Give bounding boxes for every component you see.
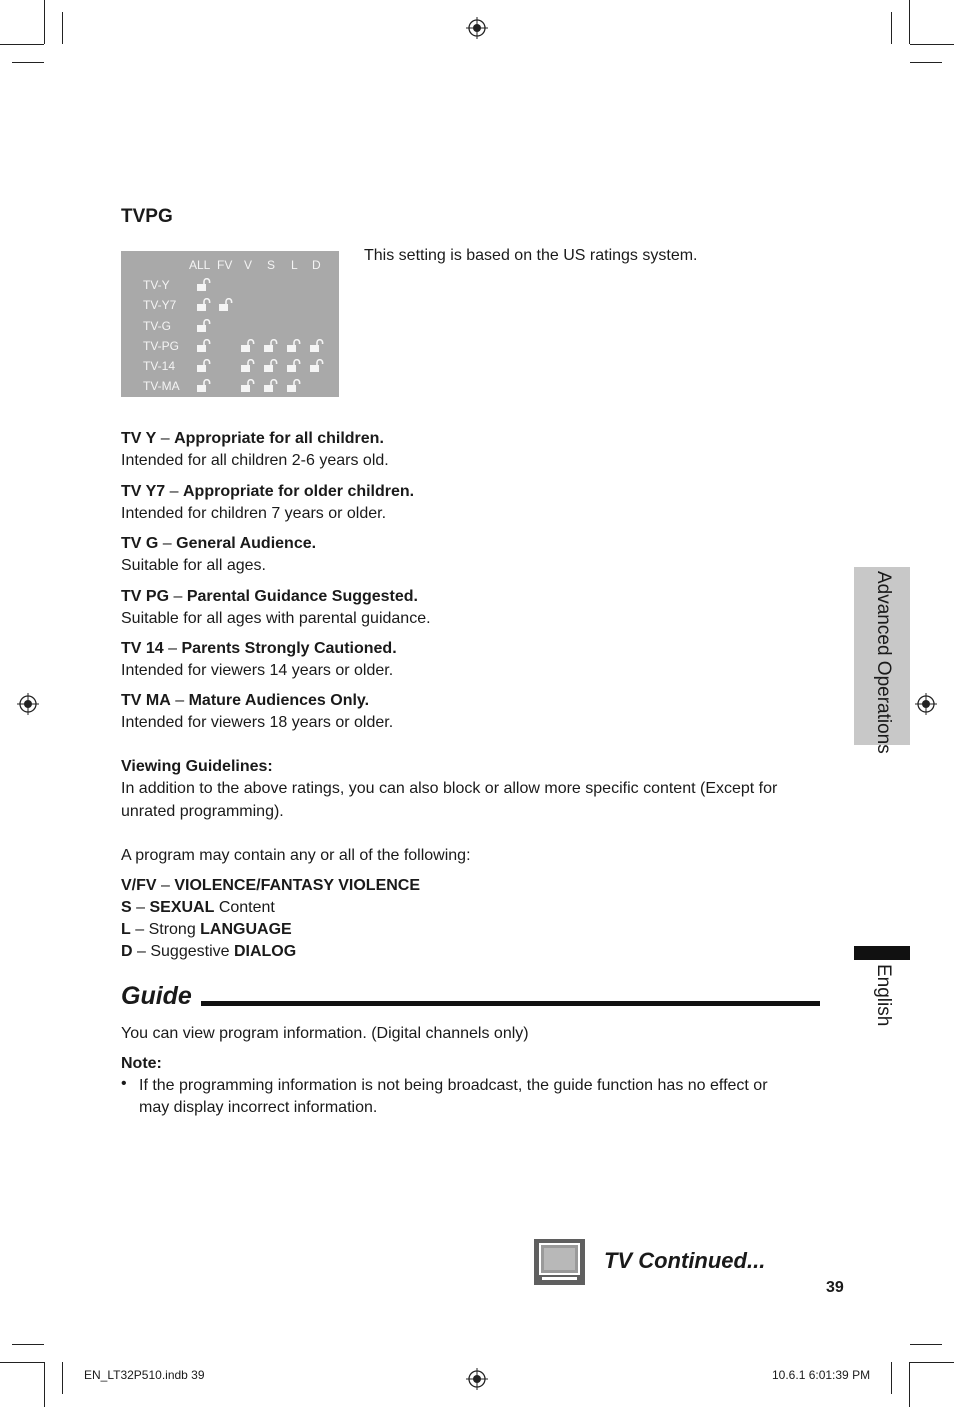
lock-icon [196, 379, 212, 393]
crop-mark [0, 1362, 44, 1363]
date-slug: 10.6.1 6:01:39 PM [772, 1368, 871, 1382]
lock-icon [196, 339, 212, 353]
section-tab [854, 567, 910, 754]
continued-label: TV Continued... [604, 1248, 766, 1273]
lock-icon [240, 359, 256, 373]
lock-icon [263, 379, 279, 393]
rating-desc: Suitable for all ages. [121, 557, 266, 574]
crop-mark [910, 62, 942, 63]
rating-heading: TV Y – Appropriate for all children. [121, 430, 384, 447]
rating-heading: TV PG – Parental Guidance Suggested. [121, 588, 418, 605]
registration-mark-icon [17, 693, 39, 715]
crop-mark [891, 12, 892, 44]
column-header: L [291, 258, 298, 272]
rating-table [121, 251, 339, 397]
page-title: TVPG [121, 206, 173, 227]
guide-desc: You can view program information. (Digital channels only) [121, 1025, 529, 1042]
column-header: S [267, 258, 276, 272]
crop-mark [12, 62, 44, 63]
column-header: ALL [189, 258, 211, 272]
file-slug: EN_LT32P510.indb 39 [84, 1368, 205, 1382]
registration-mark-icon [466, 17, 488, 39]
language-tab-label: English [873, 964, 894, 1027]
language-tab-bar [854, 946, 910, 960]
rating-desc: Intended for children 7 years or older. [121, 505, 387, 522]
rating-desc: Intended for viewers 18 years or older. [121, 714, 394, 731]
intro-text: This setting is based on the US ratings system. [364, 247, 698, 264]
bullet: • [121, 1075, 127, 1092]
crop-mark [910, 1362, 954, 1363]
crop-mark [0, 44, 44, 45]
guide-title: Guide [121, 982, 192, 1010]
rating-desc: Suitable for all ages with parental guidance. [121, 610, 431, 627]
content-item: D – Suggestive DIALOG [121, 943, 297, 960]
crop-mark [44, 0, 45, 44]
crop-mark [909, 0, 910, 44]
lock-icon [218, 298, 234, 312]
lock-icon [240, 379, 256, 393]
guidelines-title: Viewing Guidelines: [121, 758, 273, 775]
lock-icon [286, 379, 302, 393]
column-header: D [312, 258, 321, 272]
tv-icon [534, 1239, 585, 1285]
lock-icon [196, 359, 212, 373]
page-number: 39 [826, 1279, 844, 1296]
guidelines-text: In addition to the above ratings, you can also block or allow more specific content (Except for [121, 780, 778, 797]
crop-mark [891, 1362, 892, 1394]
lock-icon [286, 339, 302, 353]
rating-desc: Intended for viewers 14 years or older. [121, 662, 394, 679]
crop-mark [909, 1362, 910, 1407]
lock-icon [309, 339, 325, 353]
section-tab-label: Advanced Operations [873, 571, 894, 754]
note-text: may display incorrect information. [139, 1099, 378, 1116]
content-item: L – Strong LANGUAGE [121, 921, 292, 938]
rating-desc: Intended for all children 2-6 years old. [121, 452, 389, 469]
note-label: Note: [121, 1055, 162, 1072]
column-header: FV [217, 258, 233, 272]
lock-icon [286, 359, 302, 373]
row-label: TV-MA [143, 379, 180, 393]
note-text: If the programming information is not being broadcast, the guide function has no effect or [139, 1077, 768, 1094]
lock-icon [263, 359, 279, 373]
lock-icon [263, 339, 279, 353]
rating-heading: TV Y7 – Appropriate for older children. [121, 483, 415, 500]
registration-mark-icon [915, 693, 937, 715]
column-header: V [244, 258, 253, 272]
crop-mark [910, 1344, 942, 1345]
rating-heading: TV 14 – Parents Strongly Cautioned. [121, 640, 397, 657]
lock-icon [196, 319, 212, 333]
crop-mark [62, 1362, 63, 1394]
registration-mark-icon [466, 1368, 488, 1390]
row-label: TV-PG [143, 339, 180, 353]
rating-heading: TV MA – Mature Audiences Only. [121, 692, 370, 709]
content-item: V/FV – VIOLENCE/FANTASY VIOLENCE [121, 877, 421, 894]
row-label: TV-G [143, 319, 172, 333]
content-item: S – SEXUAL Content [121, 899, 275, 916]
crop-mark [62, 12, 63, 44]
row-label: TV-14 [143, 359, 176, 373]
lock-icon [240, 339, 256, 353]
crop-mark [12, 1344, 44, 1345]
section-rule [201, 1001, 820, 1006]
lock-icon [196, 278, 212, 292]
row-label: TV-Y7 [143, 298, 177, 312]
crop-mark [910, 44, 954, 45]
row-label: TV-Y [143, 278, 170, 292]
guidelines-text: unrated programming). [121, 803, 284, 820]
guidelines-contains: A program may contain any or all of the following: [121, 847, 471, 864]
rating-heading: TV G – General Audience. [121, 535, 317, 552]
crop-mark [44, 1362, 45, 1407]
lock-icon [196, 298, 212, 312]
lock-icon [309, 359, 325, 373]
